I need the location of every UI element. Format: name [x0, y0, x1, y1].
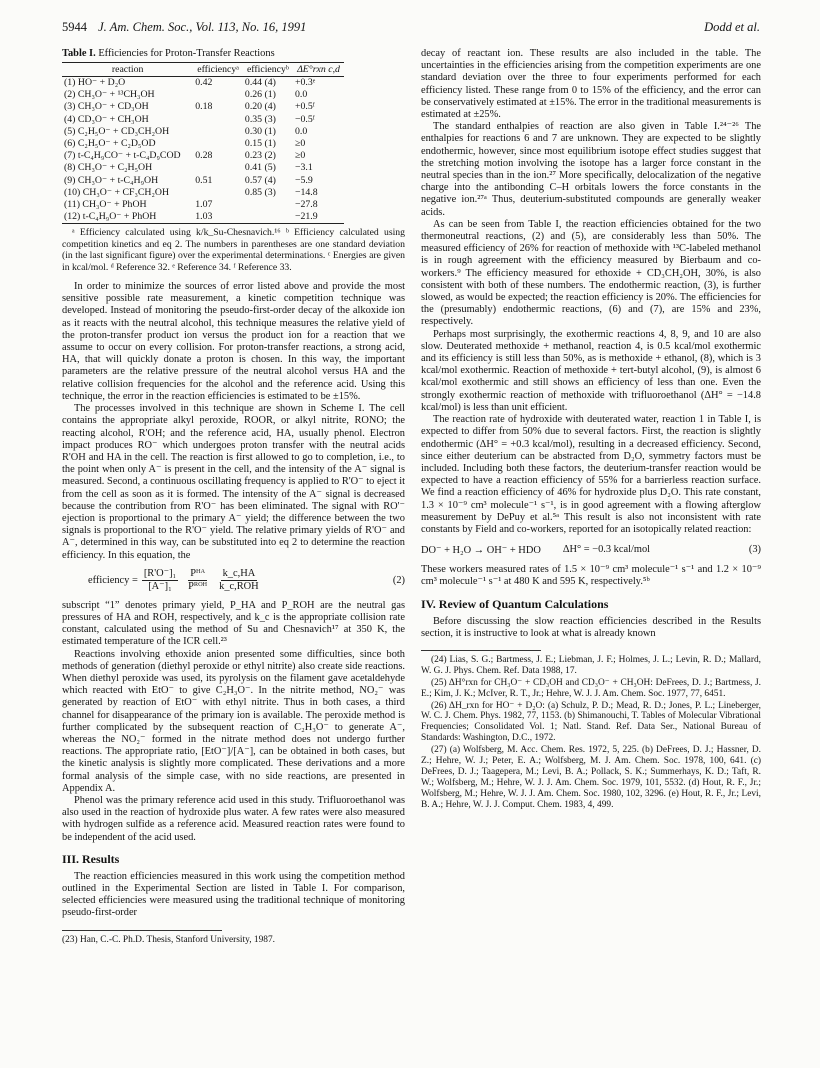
column-header: efficiencyᵇ	[243, 63, 293, 77]
table-cell: 0.26 (1)	[244, 89, 276, 101]
paragraph: The standard enthalpies of reaction are also given in Table I.²⁴⁻²⁶ The enthalpies for reactions 6 and 7 are unknown. They are expected to be slightly endothermic, however, since most equilibrium isotope effect studies suggest that the stretching motion involving the isotope has a larger force constant in the neutral species than in the ion.²⁷ More specifically, delocalization of the negative charge into the antibonding C–H orbitals lowers the force constants in the negative ion.²⁷ᵃ Thus, deuterium-substituted compounds are generally weaker acids.	[421, 121, 761, 218]
table-cell: 0.30 (1)	[244, 125, 276, 137]
table-cell: (7) t-C₄H₉CO⁻ + t-C₄D₉COD	[64, 150, 181, 162]
table-row	[62, 175, 344, 187]
column-header: reaction	[62, 63, 193, 77]
section-heading: IV. Review of Quantum Calculations	[421, 596, 609, 611]
left-column	[62, 48, 405, 946]
table-cell: 0.18	[195, 101, 213, 113]
fraction	[186, 568, 209, 593]
table-title	[62, 48, 405, 59]
table-row	[62, 77, 344, 90]
reference: (27) (a) Wolfsberg, M. Acc. Chem. Res. 1972, 5, 225. (b) DeFrees, D. J.; Hassner, D. Z.; Hehre, W. J.; Peter, E. A.; Wolfsberg, M. J. Am. Chem. Soc. 1978, 100, 641. (c) DeFrees, D. J.; Taagepera, M.; Levi, B. A.; Pollack, S. K.; Summerhays, K. D.; Taft, R. W.; Wolfsberg, M.; Hehre, W. J. J. Am. Chem. Soc. 1979, 101, 5532. (d) Hout, R. F., Jr.; Wolfsberg, M.; Hehre, W. J. J. Am. Chem. Soc. 1980, 102, 3296. (e) Hout, R. F., Jr.; Levi, B. A.; Hehre, W. J. J. Comput. Chem. 1983, 4, 499.	[421, 745, 761, 810]
paragraph: decay of reactant ion. These results are also included in the table. The uncertainties in the efficiencies arising from the competition experiments are one standard deviation over the three to four experiments performed for each efficiency listed. These range from 0 to 15% of the efficiency, and the error can be conservatively estimated at ±15%. The error in the traditional measurements is estimated at ±25%.	[421, 48, 761, 121]
journal-citation: J. Am. Chem. Soc., Vol. 113, No. 16, 1991	[98, 20, 307, 34]
table-footnote: ᵃ Efficiency calculated using k/k_Su-Chesnavich.¹⁶ ᵇ Efficiency calculated using competition kinetics and eq 2. The numbers in parentheses are one standard deviation (in the last significant figure) over the experimental determinations. ᶜ Energies are given in kcal/mol. ᵈ Reference 32. ᵉ Reference 34. ᶠ Reference 33.	[62, 227, 405, 273]
table-header-row	[62, 63, 344, 77]
fraction	[142, 568, 178, 593]
table-cell	[193, 89, 243, 101]
running-header	[62, 20, 306, 35]
table-cell	[243, 199, 293, 211]
table-cell: 0.0	[294, 125, 308, 137]
table-cell	[193, 126, 243, 138]
denominator: Pᴿᴼᴴ	[188, 581, 208, 593]
table-row	[62, 138, 344, 150]
table-row	[62, 101, 344, 113]
table-cell	[193, 162, 243, 174]
paragraph: Perhaps most surprisingly, the exothermic reactions 4, 8, 9, and 10 are also slow. Deuterated methoxide + methanol, reaction 4, is 0.5 kcal/mol exothermic and its efficiency is still less than 50%, as is methoxide + ethanol, (8), which is 3 kcal/mol exothermic. Reaction of methoxide + tert-butyl alcohol, (9), is almost 6 kcal/mol exothermic and still shows an efficiency of less than one. Even the strongly exothermic reaction of methoxide with trifluoroethanol (ΔH° = −14.8 kcal/mol) is less than unit efficient.	[421, 328, 761, 413]
table-caption: Efficiencies for Proton-Transfer Reactions	[98, 48, 275, 59]
table-cell: 0.51	[195, 174, 213, 186]
table-cell: 0.15 (1)	[244, 138, 276, 150]
table-label: Table I.	[62, 48, 96, 59]
table-cell: 0.44 (4)	[244, 77, 276, 88]
numerator: Pᴴᴬ	[190, 568, 206, 580]
paragraph: As can be seen from Table I, the reaction efficiencies obtained for the two thermoneutral reactions, (2) and (5), are considerably less than 50%. The measured efficiency of 26% for reaction of methoxide with ¹³C-labeled methanol is in rough agreement with the efficiency measured by Bierbaum and co-workers.⁹ The efficiency measured for ethoxide + CD₃CH₂OH, 30%, is also consistent with both of these numbers. The endothermic reaction, (3), is further slowed, as would be expected; the reaction efficiency is 20%. The efficiencies for the (presumably) endothermic reactions, (6) and (7), are 15% and 23%, respectively.	[421, 218, 761, 328]
table-cell: 0.20 (4)	[244, 101, 276, 113]
table-row	[62, 150, 344, 162]
table-cell: (9) CH₃O⁻ + t-C₄H₉OH	[64, 174, 159, 186]
table-cell: (5) C₂H₅O⁻ + CD₃CH₂OH	[64, 125, 170, 137]
table-cell: (1) HO⁻ + D₂O	[64, 77, 126, 88]
table-cell: ≥0	[294, 138, 306, 150]
table-row	[62, 162, 344, 174]
right-column	[421, 48, 761, 812]
table-cell: (4) CD₃O⁻ + CH₃OH	[64, 113, 149, 125]
footnote: (23) Han, C.-C. Ph.D. Thesis, Stanford University, 1987.	[62, 934, 276, 945]
paragraph: The processes involved in this technique are shown in Scheme I. The cell contains the appropriate alkyl peroxide, ROOR, or alkyl nitrite, RONO; the reacting alcohol, R'OH; and the reference acid, HA, usually phenol. Electron impact produces RO⁻ which undergoes proton transfer with the neutral acids R'OH and HA in the cell. The reaction is first allowed to go to completion, i.e., to the point when only A⁻ is present in the cell, and the intensity of the A⁻ signal is measured. Second, a continuous oscillating frequency is applied to R'O⁻ to eject it from the cell as soon as it is formed. The intensity of the A⁻ signal is decreased because the contribution from R'O⁻ has been eliminated. The signal with RO'⁻ ejection is proportional to the primary A⁻ yield; the difference between the two signals is proportional to the R'O⁻ yield. The relative primary yields of R'O⁻ and A⁻, determined in this way, can be substituted into eq 2 to determine the reaction efficiency. In this equation, the	[62, 403, 405, 561]
table-row	[62, 89, 344, 101]
paragraph: The reaction rate of hydroxide with deuterated water, reaction 1 in Table I, is expected to differ from 50% due to several factors. First, the reaction is slightly endothermic (ΔH° = +0.3 kcal/mol), resulting in a decreased efficiency. Second, since either deuterium can be abstracted from D₂O, symmetry factors must be included. Including both these factors, the deuterium-transfer reaction would be expected to have a reaction efficiency of 55% for a barrierless reaction surface. We find a reaction efficiency of 46% for hydroxide plus D₂O. This rate constant, 1.3 × 10⁻⁹ cm³ molecule⁻¹ s⁻¹, is in good agreement with a flowing afterglow measurement by DePuy et al.⁵ᵃ This result is also not inconsistent with rate constants by Field and co-workers, reported for an isotopically related reaction:	[421, 414, 761, 535]
reaction-enthalpy: ΔH° = −0.3 kcal/mol	[562, 544, 651, 556]
page-number: 5944	[62, 20, 87, 34]
author-header: Dodd et al.	[704, 20, 760, 34]
table-cell: −5.9	[294, 174, 313, 186]
numerator: k_c,HA	[222, 568, 256, 580]
paragraph: subscript “1” denotes primary yield, P_HA and P_ROH are the neutral gas pressures of HA and ROH, respectively, and k_c is the appropriate collision rate constant, calculated using the method of Su and Chesnavich¹⁷ at 350 K, the estimated temperature of the ICR cell.²³	[62, 599, 405, 648]
table-cell: +0.3ᵉ	[294, 77, 316, 88]
table-cell	[243, 211, 293, 224]
table-cell: 0.57 (4)	[244, 174, 276, 186]
equation-number: (2)	[392, 575, 405, 587]
numerator: [R'O⁻]₁	[143, 568, 177, 580]
table-cell: (6) C₂H₅O⁻ + C₂D₅OD	[64, 138, 156, 150]
paragraph: In order to minimize the sources of error listed above and provide the most sensitive possible rate measurement, a kinetic competition technique was developed. Instead of monitoring the pseudo-first-order decay of the alkoxide ion as it reacts with the neutral alcohol, this technique measures the relative yield of the proton-transfer product ion versus the product ion for a reaction that we assume to occur on every collision. For proton-transfer reactions, a strong acid, HA, that will quickly donate a proton is chosen. In this way, the important parameters are the relative pressure of the neutral alcohol versus HA and the relative collision frequencies for the alcohol and the reference acid. Using this technique, the error in the reaction efficiencies is estimated to be ±15%.	[62, 281, 405, 402]
table-cell: 0.0	[294, 89, 308, 101]
table-cell: 0.35 (3)	[244, 113, 276, 125]
paragraph: These workers measured rates of 1.5 × 10⁻⁹ cm³ molecule⁻¹ s⁻¹ and 1.2 × 10⁻⁹ cm³ molecule⁻¹ s⁻¹ at 480 K and 595 K, respectively.⁵ᵇ	[421, 564, 761, 588]
table-cell: (8) CH₃O⁻ + C₂H₅OH	[64, 162, 153, 174]
table-cell: −21.9	[293, 211, 344, 224]
table-cell: 1.07	[195, 199, 213, 211]
table-cell	[193, 114, 243, 126]
table-cell: 0.41 (5)	[244, 162, 276, 174]
efficiency-table	[62, 62, 344, 224]
table-cell: 0.23 (2)	[244, 150, 276, 162]
table-cell: ≥0	[294, 150, 306, 162]
equation-lhs: efficiency =	[88, 575, 138, 587]
reference: (24) Lias, S. G.; Bartmess, J. E.; Liebman, J. F.; Holmes, J. L.; Levin, R. D.; Mallard, W. G. J. Phys. Chem. Ref. Data 1988, 17.	[421, 654, 761, 676]
table-cell: (3) CH₃O⁻ + CD₃OH	[64, 101, 149, 113]
table-cell: +0.5ᶠ	[294, 101, 315, 113]
table-cell: −0.5ᶠ	[294, 113, 315, 125]
footnote-rule	[421, 650, 541, 651]
equation-3	[421, 544, 761, 556]
table-cell: 0.42	[195, 77, 213, 88]
table-cell: (10) CH₃O⁻ + CF₃CH₂OH	[64, 186, 170, 198]
table-cell: 0.28	[195, 150, 213, 162]
footnote-rule	[62, 930, 222, 931]
table-row	[62, 114, 344, 126]
reference-list	[421, 655, 761, 811]
reaction-text: DO⁻ + H₂O → OH⁻ + HDO	[421, 545, 541, 557]
reference: (26) ΔH_rxn for HO⁻ + D₂O: (a) Schulz, P. D.; Mead, R. D.; Jones, P. L.; Lineberger, W. C. J. Chem. Phys. 1982, 77, 1153. (b) Shimanouchi, T. Tables of Molecular Vibrational Frequencies; Consolidated Vol. 1; Natl. Stand. Ref. Data Ser., National Bureau of Standards: Washington, D.C., 1972.	[421, 700, 761, 744]
column-header: efficiencyᵃ	[193, 63, 243, 77]
reference: (25) ΔH°rxn for CH₃O⁻ + CD₃OH and CD₃O⁻ + CH₃OH: DeFrees, D. J.; Bartmess, J. E.; Kim, J. K.; McIver, R. T., Jr.; Hehre, W. J. J. Am. Chem. Soc. 1977, 77, 6451.	[421, 677, 761, 699]
table-row	[62, 126, 344, 138]
denominator: [A⁻]₁	[148, 581, 172, 593]
denominator: k_c,ROH	[219, 581, 259, 593]
table-row	[62, 187, 344, 199]
table-cell: −14.8	[294, 186, 318, 198]
paragraph: Phenol was the primary reference acid used in this study. Trifluoroethanol was also used in the reaction of hydroxide plus water. A few rates were also measured with hydrogen sulfide as a reference acid. Measured reaction rates were found to be independent of the acid used.	[62, 794, 405, 843]
paragraph: Before discussing the slow reaction efficiencies described in the Results section, it is instructive to look at what is already known	[421, 615, 761, 639]
table-cell: (2) CH₃O⁻ + ¹³CH₃OH	[64, 89, 155, 101]
equation-2	[88, 568, 405, 594]
column-header: ΔE°rxn c,d	[293, 63, 344, 77]
equation-number: (3)	[748, 544, 761, 556]
table-cell: 0.85 (3)	[244, 186, 276, 198]
table-cell: −3.1	[294, 162, 313, 174]
table-cell: (11) CH₃O⁻ + PhOH	[64, 199, 147, 211]
table-row	[62, 199, 344, 211]
table-cell	[193, 138, 243, 150]
table-cell: (12) t-C₄H₉O⁻ + PhOH	[62, 211, 193, 224]
table-cell: 1.03	[193, 211, 243, 224]
section-heading: III. Results	[62, 851, 120, 866]
fraction	[217, 568, 261, 593]
table-row	[62, 211, 344, 224]
paragraph: Reactions involving ethoxide anion presented some difficulties, since both methods of generation (diethyl peroxide or ethyl nitrite) also create side reactions. When diethyl peroxide was used, its pyrolysis on the filament gave acetaldehyde which reacted with EtO⁻ to give C₂H₃O⁻. In the nitrite method, NO₂⁻ was generated by reaction of EtO⁻ with ethyl nitrite. Thus in both cases, a third channel for disappearance of the primary ion is available. The peroxide method is further complicated by the subsequent reaction of C₂H₃O⁻ to generate A⁻, whereas the NO₂⁻ formed in the nitrate method does not undergo further reactions. The appropriate ratio, [EtO⁻]/[A⁻], can be obtained in both cases, but the kinetic analysis is slightly more complicated. These derivations and a more formal analysis of the simple case, with no side reactions, are presented in Appendix A.	[62, 648, 405, 794]
paragraph: The reaction efficiencies measured in this work using the competition method outlined in the Experimental Section are listed in Table I. For comparison, selected efficiencies were measured using the traditional technique of monitoring pseudo-first-order	[62, 870, 405, 919]
table-cell: −27.8	[294, 199, 318, 211]
table-cell	[193, 187, 243, 199]
